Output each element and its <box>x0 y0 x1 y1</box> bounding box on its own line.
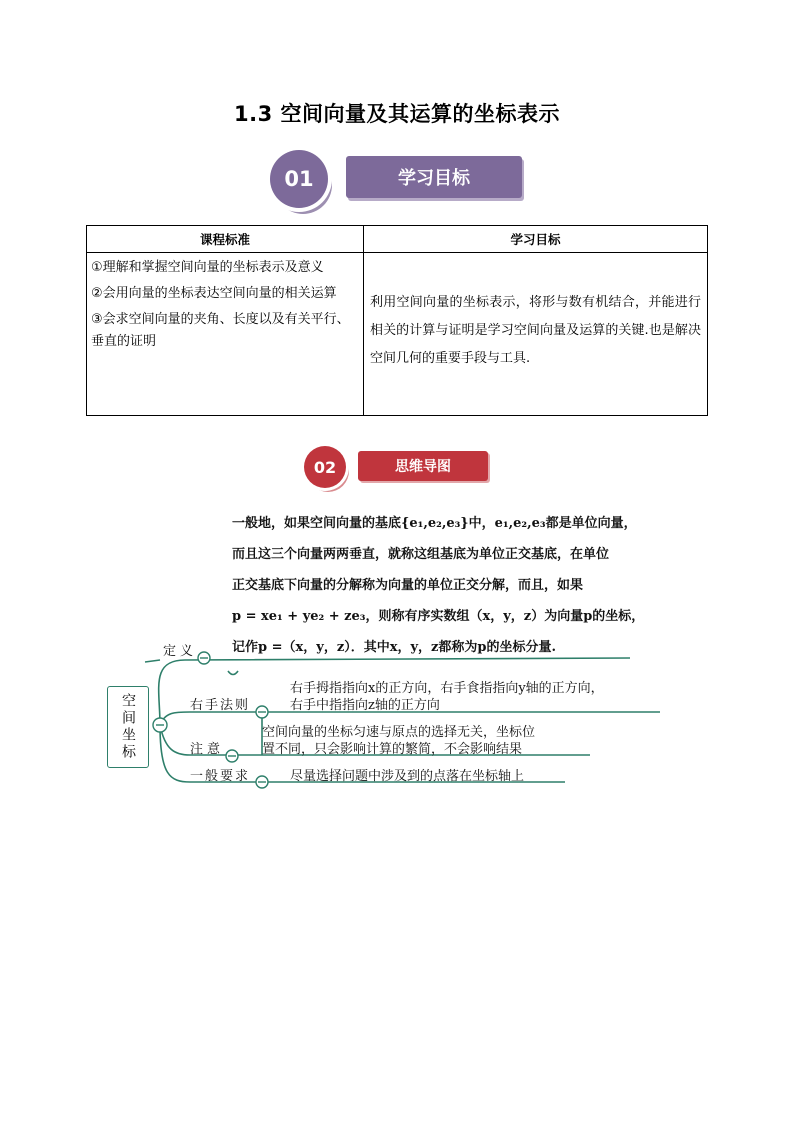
branch-label-right-hand: 右手法则 <box>190 698 251 713</box>
list-item: ②会用向量的坐标表达空间向量的相关运算 <box>91 286 337 301</box>
section-label: 学习目标 <box>346 156 522 198</box>
note-line: 空间向量的坐标匀速与原点的选择无关，坐标位 <box>262 725 536 740</box>
definition-line: 而且这三个向量两两垂直，就称这组基底为单位正交基底，在单位 <box>232 547 610 562</box>
branch-label-general: 一般要求 <box>190 769 251 784</box>
general-line: 尽量选择问题中涉及到的点落在坐标轴上 <box>290 769 525 784</box>
definition-line: 正交基底下向量的分解称为向量的单位正交分解，而且，如果 <box>232 578 584 593</box>
right-hand-line: 右手中指指向z轴的正方向 <box>290 698 440 713</box>
root-label: 空间坐标 <box>120 693 136 761</box>
note-line: 置不同，只会影响计算的繁简，不会影响结果 <box>262 742 523 757</box>
table-header: 课程标准 <box>87 226 364 253</box>
definition-line: 记作p =（x，y，z）．其中x，y，z都称为p的坐标分量. <box>232 640 556 655</box>
page-title: 1.3 空间向量及其运算的坐标表示 <box>233 102 560 126</box>
section-number: 02 <box>304 446 346 488</box>
definition-line: p = xe₁ + ye₂ + ze₃，则称有序实数组（x，y，z）为向量p的坐标， <box>232 609 645 624</box>
list-item: ①理解和掌握空间向量的坐标表示及意义 <box>91 260 324 275</box>
section-label: 思维导图 <box>358 451 488 481</box>
mindmap-root[interactable] <box>107 686 149 768</box>
branch-label-note: 注意 <box>190 742 225 757</box>
definition-line: 一般地，如果空间向量的基底{e₁,e₂,e₃}中，e₁,e₂,e₃都是单位向量， <box>232 516 637 531</box>
right-hand-line: 右手拇指指向x的正方向，右手食指指向y轴的正方向， <box>290 681 604 696</box>
table-header: 学习目标 <box>364 226 708 253</box>
goal-text: 利用空间向量的坐标表示，将形与数有机结合，并能进行相关的计算与证明是学习空间向量及运算的关键.也是解决空间几何的重要手段与工具. <box>370 295 701 366</box>
branch-label-definition: 定义 <box>163 644 198 659</box>
list-item: ③会求空间向量的夹角、长度以及有关平行、垂直的证明 <box>91 312 350 349</box>
section-number: 01 <box>270 150 328 208</box>
